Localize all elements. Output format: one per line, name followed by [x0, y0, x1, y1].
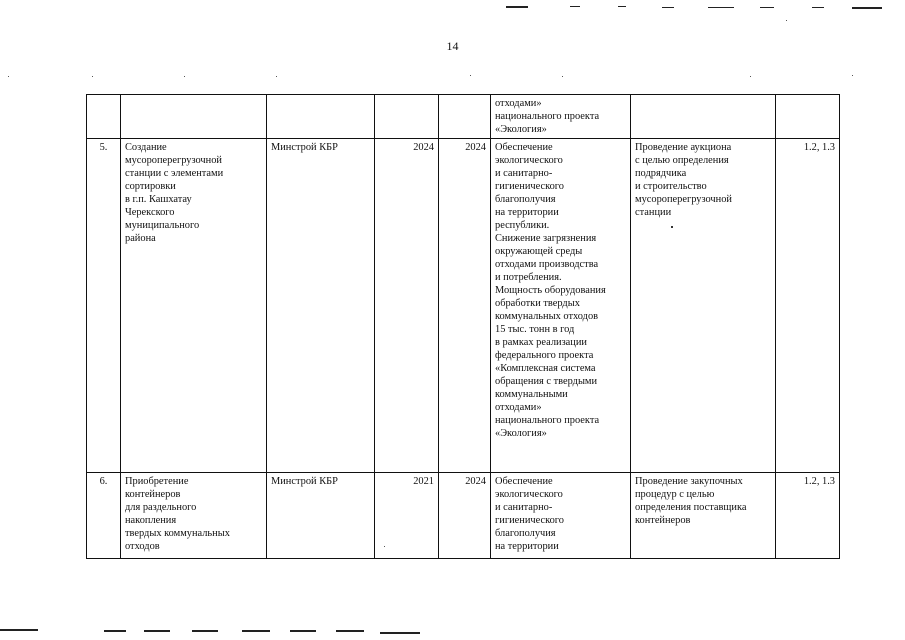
- scan-mark: [662, 7, 674, 8]
- scan-speck: [92, 76, 93, 77]
- scan-mark: [380, 632, 420, 634]
- scan-mark: [812, 7, 824, 8]
- cell-refs: 1.2, 1.3: [776, 139, 840, 473]
- scan-speck: [750, 76, 751, 77]
- stray-dot: [671, 226, 673, 228]
- cell-end-year: 2024: [439, 473, 491, 559]
- cell-name: [121, 139, 267, 473]
- cell-activity: [631, 139, 776, 473]
- cell-name: [121, 95, 267, 139]
- scan-mark: [336, 630, 364, 632]
- scan-speck: [786, 20, 787, 21]
- outcome-text: Обеспечение экологического и санитарно- гигиенического благополучия на территории: [495, 476, 564, 552]
- scan-mark: [618, 6, 626, 7]
- scan-mark: [192, 630, 218, 632]
- measures-table: [86, 94, 840, 559]
- table-row: [87, 473, 840, 559]
- cell-executor: [267, 95, 375, 139]
- scan-mark: [506, 6, 528, 8]
- measure-name: Создание мусороперегрузочной станции с элементами сортировки в г.п. Кашхатау Черекского муниципального района: [125, 142, 224, 244]
- scan-mark: [0, 629, 38, 631]
- cell-outcome: [491, 473, 631, 559]
- scan-mark: [760, 7, 774, 8]
- scan-mark: [144, 630, 170, 632]
- scan-mark: [290, 630, 316, 632]
- measure-name: Приобретение контейнеров для раздельного накопления твердых коммунальных отходов: [125, 476, 230, 552]
- scan-mark: [104, 630, 126, 632]
- cell-outcome: [491, 139, 631, 473]
- table-row-continuation: [87, 95, 840, 139]
- scan-speck: [852, 75, 853, 76]
- scan-speck: [276, 76, 277, 77]
- cell-start-year: [375, 95, 439, 139]
- scan-mark: [242, 630, 270, 632]
- cell-number: 6.: [87, 473, 121, 559]
- cell-start-year: 2024: [375, 139, 439, 473]
- activity-text: Проведение закупочных процедур с целью определения поставщика контейнеров: [635, 476, 747, 526]
- cell-executor: Минстрой КБР: [267, 473, 375, 559]
- cell-name: [121, 473, 267, 559]
- page-number: 14: [446, 39, 459, 53]
- cell-outcome: [491, 95, 631, 139]
- scan-speck: [562, 76, 563, 77]
- scan-speck: [184, 76, 185, 77]
- cell-number: [87, 95, 121, 139]
- cell-refs: 1.2, 1.3: [776, 473, 840, 559]
- scan-mark: [708, 7, 734, 8]
- outcome-text: отходами» национального проекта «Экология»: [495, 98, 600, 135]
- cell-activity: [631, 473, 776, 559]
- cell-start-year: 2021: [375, 473, 439, 559]
- outcome-text: Обеспечение экологического и санитарно- гигиенического благополучия на территории республики. Снижение загрязнения окружающей среды отходами производства и потребления. Мощность оборудования обработки твердых коммунальных отходов 15 тыс. тонн в год в рамках реализации федерального проекта «Комплексная система обращения с твердыми коммунальными отходами» национального проекта «Экология»: [495, 142, 606, 439]
- cell-executor: Минстрой КБР: [267, 139, 375, 473]
- cell-number: 5.: [87, 139, 121, 473]
- scan-speck: [8, 76, 9, 77]
- cell-refs: [776, 95, 840, 139]
- scan-speck: [470, 75, 471, 76]
- cell-end-year: [439, 95, 491, 139]
- cell-activity: [631, 95, 776, 139]
- activity-text: Проведение аукциона с целью определения подрядчика и строительство мусороперегрузочной станции: [635, 141, 771, 232]
- scan-mark: [852, 7, 882, 9]
- table-row: [87, 139, 840, 473]
- cell-end-year: 2024: [439, 139, 491, 473]
- scan-mark: [570, 6, 580, 7]
